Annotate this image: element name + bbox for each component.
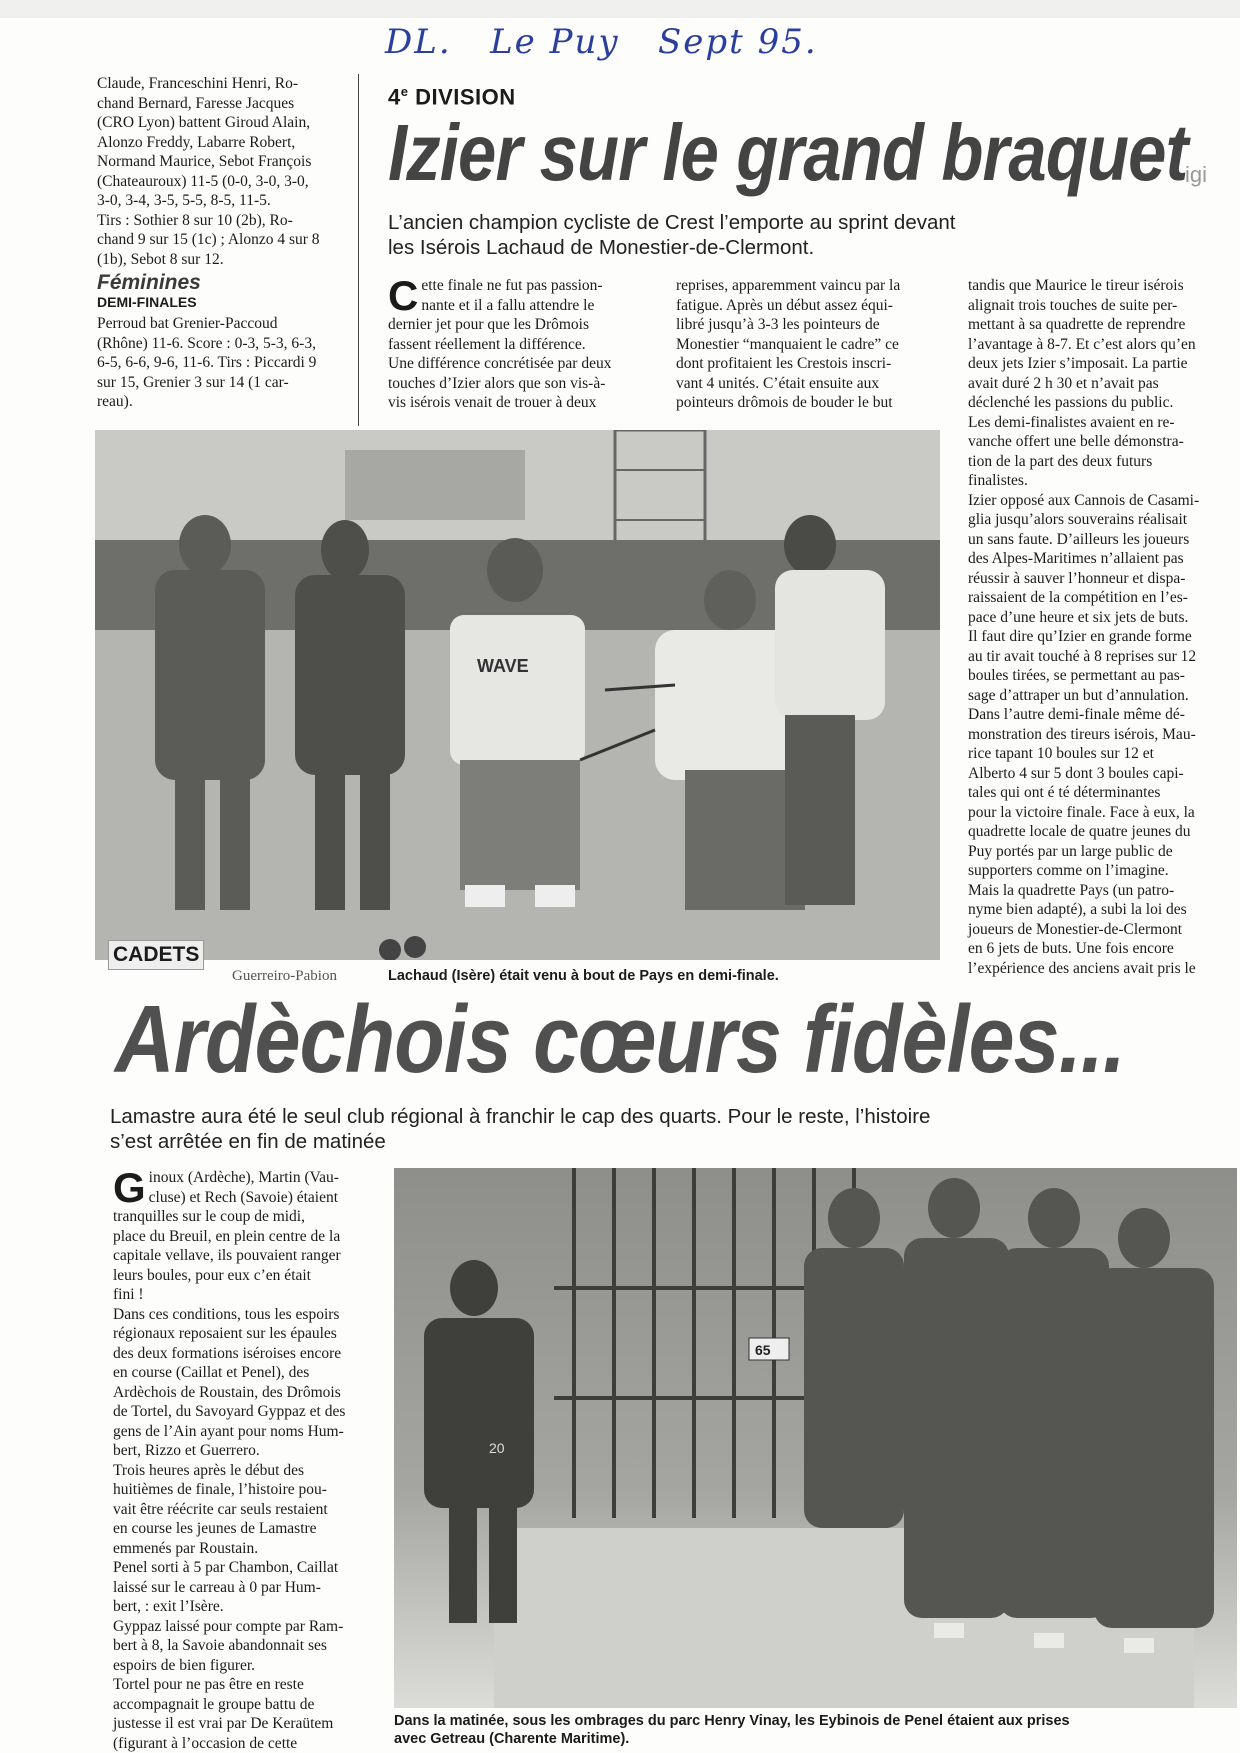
text-line: Tortel pour ne pas être en reste [113,1676,304,1693]
text-line: en course les jeunes de Lamastre [113,1520,317,1537]
results-line: chand 9 sur 15 (1c) ; Alonzo 4 sur 8 [97,231,320,248]
article2-photo [394,1168,1237,1708]
text-line: vait être réécrite car seuls restaient [113,1500,328,1518]
article2-column [113,1164,368,1753]
text-line: justesse il est vrai par De Keraütem [113,1715,334,1732]
column-rule [358,74,359,426]
article1-col1 [388,272,645,413]
text-line: supporters comme on l’imagine. [968,862,1169,879]
text-line: Dans l’autre demi-finale même dé- [968,706,1185,723]
text-line: bert, Rizzo et Guerrero. [113,1442,260,1459]
text-line: nyme bien adapté), a subi la loi des [968,901,1187,918]
feminines-line: Perroud bat Grenier-Paccoud [97,315,278,332]
photo-tshirt-text: WAVE [477,656,529,676]
text-line: Puy portés par un large public de [968,842,1173,860]
results-column [97,74,335,412]
text-line: espoirs de bien figurer. [113,1656,256,1674]
deck-line: s’est arrêtée en fin de matinée [110,1130,386,1153]
text-line: vanche offert une belle démonstra- [968,433,1184,450]
text-line: réussir à sauver l’honneur et dispa- [968,569,1186,587]
demi-finales-label: DEMI-FINALES [97,293,197,310]
feminines-line: 6-5, 6-6, 9-6, 11-6. Tirs : Piccardi 9 [97,354,317,371]
feminines-line: sur 15, Grenier 3 sur 14 (1 car- [97,373,289,391]
text-line: raissaient de la compétition en l’es- [968,589,1188,606]
text-line: des deux formations iséroises encore [113,1344,342,1362]
text-line: l’avantage à 8-7. Et c’est alors qu’en [968,335,1196,353]
scan-top-band [0,0,1240,18]
text-line: vis isérois venait de trouer à deux [388,394,597,411]
text-line: glia jusqu’alors souverains réalisait [968,511,1188,528]
text-line: fassent réellement la différence. [388,335,586,353]
article2-dropcap: G [113,1164,146,1211]
photo-sign-number: 65 [755,1342,771,1358]
text-line: régionaux reposaient sur les épaules [113,1325,337,1342]
article1-deck [388,210,1168,260]
feminines-title: Féminines [97,271,201,294]
article2-kicker: CADETS [108,940,204,970]
text-line: Les demi-finalistes avaient en re- [968,413,1175,431]
text-line: cluse) et Rech (Savoie) étaient [148,1188,339,1206]
results-line: Claude, Franceschini Henri, Ro- [97,75,299,92]
feminines-lines [97,314,335,412]
text-line: monstration des tireurs isérois, Mau- [968,725,1196,743]
text-line: pointeurs drômois de bouder le but [676,394,893,411]
text-line: Trois heures après le début des [113,1461,304,1479]
caption-line: avec Getreau (Charente Maritime). [394,1731,630,1747]
results-lines [97,74,335,269]
text-line: leurs boules, pour eux c’en était [113,1266,311,1284]
text-line: libré jusqu’à 3-3 les pointeurs de [676,316,880,333]
text-line: Ardèchois de Roustain, des Drômois [113,1383,341,1401]
side-fragment: igi [1185,162,1208,187]
text-line: laissé sur le carreau à 0 par Hum- [113,1578,321,1596]
text-line: pour la victoire finale. Face à eux, la [968,803,1195,821]
text-line: capitale vellave, ils pouvaient ranger [113,1247,341,1264]
text-line: l’expérience des anciens avait pris le [968,959,1196,977]
text-line: avait duré 2 h 30 et n’avait pas [968,374,1159,392]
text-line: boules tirées, se permettant au pas- [968,667,1185,684]
text-line: en 6 jets de buts. Une fois encore [968,940,1174,957]
results-line: chand Bernard, Faresse Jacques [97,94,295,112]
article1-col2 [676,276,940,413]
text-line: tion de la part des deux futurs [968,452,1153,470]
text-line: huitièmes de finale, l’histoire pou- [113,1481,327,1498]
text-line: inoux (Ardèche), Martin (Vau- [148,1169,339,1186]
photo-petanque-final [95,430,940,960]
text-line: au tir avait touché à 8 reprises sur 12 [968,647,1197,665]
text-line: pace d’une heure et six jets de buts. [968,608,1189,626]
text-line: Dans ces conditions, tous les espoirs [113,1305,340,1323]
caption-line: Dans la matinée, sous les ombrages du parc Henry Vinay, les Eybinois de Penel étaient aux prises [394,1713,1070,1729]
text-line: Alberto 4 sur 5 dont 3 boules capi- [968,764,1184,782]
text-line: fini ! [113,1286,144,1303]
text-line: mettant à sa quadrette de reprendre [968,316,1186,333]
text-line: en course (Caillat et Penel), des [113,1364,310,1381]
photo-cadets-gate [394,1168,1237,1708]
text-line: Izier opposé aux Cannois de Casami- [968,491,1200,509]
text-line: dont profitaient les Crestois inscri- [676,355,892,372]
article1-kicker: 4e DIVISION [388,84,516,110]
results-line: (Chateauroux) 11-5 (0-0, 3-0, 3-0, [97,172,309,190]
deck-line: Lamastre aura été le seul club régional à franchir le cap des quarts. Pour le reste, l’histoire [110,1105,931,1128]
article1-headline: Izier sur le grand braquet [388,108,1188,197]
text-line: joueurs de Monestier-de-Clermont [968,920,1183,938]
text-line: bert, : exit l’Isère. [113,1598,224,1615]
text-line: Une différence concrétisée par deux [388,355,612,372]
text-line: tandis que Maurice le tireur isérois [968,277,1184,294]
deck-line: L’ancien champion cycliste de Crest l’emporte au sprint devant [388,211,956,234]
text-line: touches d’Izier alors que son vis-à- [388,374,606,392]
deck-line: les Isérois Lachaud de Monestier-de-Clermont. [388,236,815,259]
text-line: deux jets Izier s’imposait. La partie [968,355,1188,372]
text-line: un sans faute. D’ailleurs les joueurs [968,530,1190,548]
text-line: Gyppaz laissé pour compte par Ram- [113,1617,344,1635]
article2-fragment: Guerreiro-Pabion [232,968,337,984]
results-line: 3-0, 3-4, 3-5, 5-5, 8-5, 11-5. [97,192,271,209]
text-line: reprises, apparemment vaincu par la [676,277,901,294]
text-line: alignait trois touches de suite per- [968,296,1178,314]
text-line: de Tortel, du Savoyard Gyppaz et des [113,1403,346,1420]
text-line: rice tapant 10 boules sur 12 et [968,745,1154,762]
text-line: Penel sorti à 5 par Chambon, Caillat [113,1559,339,1576]
text-line: quadrette locale de quatre jeunes du [968,823,1191,840]
text-line: Il faut dire qu’Izier en grande forme [968,628,1192,645]
article1-caption: Lachaud (Isère) était venu à bout de Pays en demi-finale. [388,968,779,984]
text-line: sage d’attraper un but d’annulation. [968,686,1189,704]
text-line: nante et il a fallu attendre le [421,296,595,314]
text-line: vant 4 unités. C’était ensuite aux [676,374,880,392]
text-line: déclenché les passions du public. [968,394,1174,411]
text-line: fatigue. Après un début assez équi- [676,296,893,314]
text-line: des Alpes-Maritimes n’allaient pas [968,550,1184,567]
text-line: tales qui ont é té déterminantes [968,784,1161,801]
text-line: bert à 8, la Savoie abandonnait ses [113,1637,327,1654]
results-line: (1b), Sebot 8 sur 12. [97,250,224,268]
text-line: Mais la quadrette Pays (un patro- [968,881,1175,899]
text-line: ette finale ne fut pas passion- [421,277,603,294]
results-line: Tirs : Sothier 8 sur 10 (2b), Ro- [97,211,293,229]
feminines-line: reau). [97,393,133,410]
results-line: Normand Maurice, Sebot François [97,153,312,170]
text-line: finalistes. [968,472,1028,489]
text-line: tranquilles sur le coup de midi, [113,1208,305,1225]
article2-headline: Ardèchois cœurs fidèles... [115,986,1125,1093]
article2-deck [110,1104,1220,1154]
text-line: (figurant à l’occasion de cette [113,1734,298,1752]
feminines-line: (Rhône) 11-6. Score : 0-3, 5-3, 6-3, [97,334,316,352]
article2-caption [394,1712,1224,1748]
text-line: Monestier “manquaient le cadre” ce [676,335,899,353]
text-line: dernier jet pour que les Drômois [388,316,590,333]
article1-col3 [968,276,1230,978]
text-line: emmenés par Roustain. [113,1539,259,1557]
results-line: Alonzo Freddy, Labarre Robert, [97,133,296,151]
photo-jersey-number: 20 [489,1440,505,1456]
text-line: accompagnait le groupe battu de [113,1695,315,1713]
article1-dropcap: C [388,272,419,319]
text-line: place du Breuil, en plein centre de la [113,1227,341,1245]
article1-photo [95,430,940,960]
results-line: (CRO Lyon) battent Giroud Alain, [97,114,311,131]
handwritten-note: DL. Le Puy Sept 95. [385,22,818,62]
text-line: gens de l’Ain ayant pour noms Hum- [113,1422,344,1440]
